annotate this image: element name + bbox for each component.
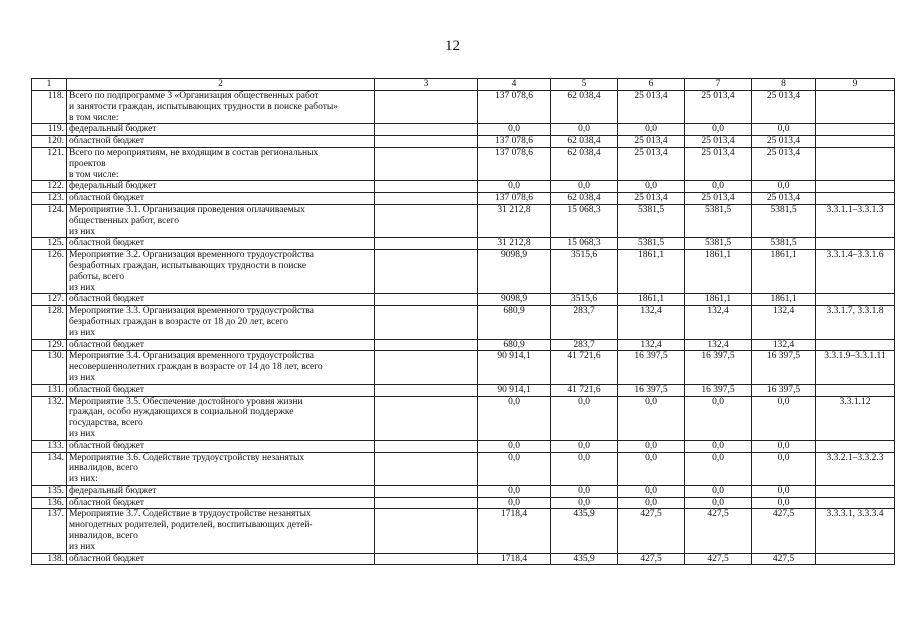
column-6-value: 132,4 <box>618 306 685 339</box>
table-row <box>32 238 895 250</box>
row-number: 126. <box>32 250 67 294</box>
column-8-value: 0,0 <box>752 440 816 452</box>
row-description: областной бюджет <box>67 238 375 250</box>
indicator-code <box>816 136 895 148</box>
column-4-value: 0,0 <box>478 485 551 497</box>
row-description: Мероприятие 3.7. Содействие в трудоустройстве незанятых многодетных родителей, родителей, воспитывающих детей- инвалидов, всего из них <box>67 509 375 553</box>
column-8-value: 0,0 <box>752 396 816 440</box>
indicator-code: 3.3.1.7, 3.3.1.8 <box>816 306 895 339</box>
indicator-code: 3.3.1.9–3.3.1.11 <box>816 351 895 384</box>
column-7-value: 132,4 <box>685 306 752 339</box>
column-8-value: 0,0 <box>752 181 816 193</box>
column-5-value: 0,0 <box>551 124 618 136</box>
indicator-code <box>816 339 895 351</box>
table-body <box>32 91 895 565</box>
table-row <box>32 294 895 306</box>
row-description: Мероприятие 3.2. Организация временного трудоустройства безработных граждан, испытывающих трудности в поиске работы, всего из них <box>67 250 375 294</box>
table-row <box>32 396 895 440</box>
column-7-value: 132,4 <box>685 339 752 351</box>
column-5-value: 0,0 <box>551 440 618 452</box>
column-6-value: 0,0 <box>618 452 685 485</box>
column-7-value: 427,5 <box>685 553 752 565</box>
column-5-value: 283,7 <box>551 306 618 339</box>
indicator-code <box>816 384 895 396</box>
column-7-value: 25 013,4 <box>685 136 752 148</box>
row-number: 128. <box>32 306 67 339</box>
row-number: 130. <box>32 351 67 384</box>
row-number: 138. <box>32 553 67 565</box>
column-4-value: 1718,4 <box>478 553 551 565</box>
column-8-value: 0,0 <box>752 452 816 485</box>
column-6-value: 0,0 <box>618 124 685 136</box>
column-7-value: 427,5 <box>685 509 752 553</box>
row-number: 120. <box>32 136 67 148</box>
column-5-value: 435,9 <box>551 509 618 553</box>
column-header: 8 <box>752 79 816 91</box>
column-8-value: 1861,1 <box>752 250 816 294</box>
page-number: 12 <box>445 38 460 54</box>
header-row <box>32 79 895 91</box>
column-3-cell <box>375 339 478 351</box>
indicator-code <box>816 181 895 193</box>
column-5-value: 62 038,4 <box>551 193 618 205</box>
column-5-value: 0,0 <box>551 452 618 485</box>
column-6-value: 0,0 <box>618 485 685 497</box>
column-4-value: 0,0 <box>478 181 551 193</box>
indicator-code <box>816 124 895 136</box>
column-3-cell <box>375 136 478 148</box>
column-7-value: 25 013,4 <box>685 91 752 124</box>
column-7-value: 25 013,4 <box>685 147 752 180</box>
column-8-value: 0,0 <box>752 124 816 136</box>
row-description: федеральный бюджет <box>67 181 375 193</box>
row-description: областной бюджет <box>67 553 375 565</box>
column-8-value: 427,5 <box>752 553 816 565</box>
column-3-cell <box>375 147 478 180</box>
indicator-code: 3.3.2.1–3.3.2.3 <box>816 452 895 485</box>
column-4-value: 680,9 <box>478 339 551 351</box>
column-3-cell <box>375 181 478 193</box>
column-header: 6 <box>618 79 685 91</box>
column-3-cell <box>375 553 478 565</box>
row-description: Мероприятие 3.3. Организация временного трудоустройства безработных граждан в возрасте от 18 до 20 лет, всего из них <box>67 306 375 339</box>
column-5-value: 3515,6 <box>551 250 618 294</box>
column-4-value: 31 212,8 <box>478 238 551 250</box>
column-6-value: 0,0 <box>618 440 685 452</box>
column-header: 3 <box>375 79 478 91</box>
table-row <box>32 193 895 205</box>
column-8-value: 0,0 <box>752 497 816 509</box>
row-description: Всего по мероприятиям, не входящим в состав региональных проектов в том числе: <box>67 147 375 180</box>
column-3-cell <box>375 485 478 497</box>
column-6-value: 16 397,5 <box>618 351 685 384</box>
column-7-value: 1861,1 <box>685 250 752 294</box>
column-8-value: 16 397,5 <box>752 384 816 396</box>
column-6-value: 1861,1 <box>618 250 685 294</box>
column-7-value: 0,0 <box>685 497 752 509</box>
indicator-code: 3.3.1.12 <box>816 396 895 440</box>
column-6-value: 5381,5 <box>618 204 685 237</box>
column-6-value: 25 013,4 <box>618 136 685 148</box>
row-description: Мероприятие 3.5. Обеспечение достойного уровня жизни граждан, особо нуждающихся в социальной поддержке государства, всего из них <box>67 396 375 440</box>
column-7-value: 0,0 <box>685 440 752 452</box>
column-5-value: 15 068,3 <box>551 204 618 237</box>
row-number: 124. <box>32 204 67 237</box>
table-row <box>32 351 895 384</box>
indicator-code: 3.3.1.1–3.3.1.3 <box>816 204 895 237</box>
row-description: областной бюджет <box>67 294 375 306</box>
column-4-value: 137 078,6 <box>478 91 551 124</box>
column-4-value: 137 078,6 <box>478 147 551 180</box>
column-4-value: 0,0 <box>478 440 551 452</box>
column-3-cell <box>375 384 478 396</box>
column-5-value: 0,0 <box>551 181 618 193</box>
column-4-value: 0,0 <box>478 396 551 440</box>
column-6-value: 5381,5 <box>618 238 685 250</box>
column-4-value: 137 078,6 <box>478 193 551 205</box>
column-8-value: 25 013,4 <box>752 147 816 180</box>
row-number: 133. <box>32 440 67 452</box>
column-4-value: 9098,9 <box>478 294 551 306</box>
table-row <box>32 147 895 180</box>
indicator-code <box>816 294 895 306</box>
row-description: Всего по подпрограмме 3 «Организация общественных работ и занятости граждан, испытывающих трудности в поиске работы» в том числе: <box>67 91 375 124</box>
row-number: 118. <box>32 91 67 124</box>
column-7-value: 5381,5 <box>685 204 752 237</box>
table-row <box>32 509 895 553</box>
column-4-value: 90 914,1 <box>478 384 551 396</box>
column-6-value: 427,5 <box>618 509 685 553</box>
row-description: Мероприятие 3.6. Содействие трудоустройству незанятых инвалидов, всего из них: <box>67 452 375 485</box>
column-8-value: 16 397,5 <box>752 351 816 384</box>
indicator-code <box>816 193 895 205</box>
column-5-value: 435,9 <box>551 553 618 565</box>
table-row <box>32 553 895 565</box>
column-7-value: 0,0 <box>685 124 752 136</box>
column-8-value: 0,0 <box>752 485 816 497</box>
table-row <box>32 384 895 396</box>
column-6-value: 16 397,5 <box>618 384 685 396</box>
column-7-value: 1861,1 <box>685 294 752 306</box>
column-8-value: 5381,5 <box>752 238 816 250</box>
column-3-cell <box>375 294 478 306</box>
column-4-value: 137 078,6 <box>478 136 551 148</box>
column-8-value: 132,4 <box>752 339 816 351</box>
column-5-value: 3515,6 <box>551 294 618 306</box>
column-5-value: 62 038,4 <box>551 147 618 180</box>
row-description: Мероприятие 3.4. Организация временного трудоустройства несовершеннолетних граждан в возрасте от 14 до 18 лет, всего из них <box>67 351 375 384</box>
row-description: областной бюджет <box>67 339 375 351</box>
column-8-value: 25 013,4 <box>752 91 816 124</box>
row-description: областной бюджет <box>67 440 375 452</box>
table-row <box>32 452 895 485</box>
column-8-value: 1861,1 <box>752 294 816 306</box>
column-3-cell <box>375 306 478 339</box>
column-header: 5 <box>551 79 618 91</box>
column-header: 4 <box>478 79 551 91</box>
column-7-value: 25 013,4 <box>685 193 752 205</box>
column-5-value: 41 721,6 <box>551 351 618 384</box>
indicator-code <box>816 238 895 250</box>
table-row <box>32 339 895 351</box>
table-row <box>32 497 895 509</box>
column-7-value: 16 397,5 <box>685 351 752 384</box>
column-5-value: 283,7 <box>551 339 618 351</box>
column-4-value: 0,0 <box>478 452 551 485</box>
indicator-code <box>816 91 895 124</box>
column-4-value: 0,0 <box>478 497 551 509</box>
column-8-value: 25 013,4 <box>752 136 816 148</box>
column-6-value: 25 013,4 <box>618 193 685 205</box>
column-4-value: 0,0 <box>478 124 551 136</box>
column-5-value: 0,0 <box>551 396 618 440</box>
indicator-code <box>816 485 895 497</box>
indicator-code <box>816 553 895 565</box>
table-row <box>32 485 895 497</box>
column-8-value: 25 013,4 <box>752 193 816 205</box>
column-3-cell <box>375 351 478 384</box>
indicator-code <box>816 497 895 509</box>
column-7-value: 0,0 <box>685 452 752 485</box>
indicator-code: 3.3.1.4–3.3.1.6 <box>816 250 895 294</box>
row-number: 129. <box>32 339 67 351</box>
table-row <box>32 306 895 339</box>
column-header: 9 <box>816 79 895 91</box>
row-description: областной бюджет <box>67 384 375 396</box>
column-6-value: 1861,1 <box>618 294 685 306</box>
column-4-value: 90 914,1 <box>478 351 551 384</box>
column-8-value: 427,5 <box>752 509 816 553</box>
column-6-value: 132,4 <box>618 339 685 351</box>
column-7-value: 0,0 <box>685 485 752 497</box>
column-8-value: 132,4 <box>752 306 816 339</box>
column-5-value: 41 721,6 <box>551 384 618 396</box>
column-7-value: 16 397,5 <box>685 384 752 396</box>
table-row <box>32 181 895 193</box>
table-row <box>32 136 895 148</box>
column-5-value: 62 038,4 <box>551 136 618 148</box>
indicator-code <box>816 440 895 452</box>
column-8-value: 5381,5 <box>752 204 816 237</box>
column-4-value: 31 212,8 <box>478 204 551 237</box>
row-description: областной бюджет <box>67 497 375 509</box>
row-number: 123. <box>32 193 67 205</box>
column-7-value: 0,0 <box>685 396 752 440</box>
column-3-cell <box>375 497 478 509</box>
table-row <box>32 204 895 237</box>
column-header: 2 <box>67 79 375 91</box>
column-4-value: 680,9 <box>478 306 551 339</box>
row-description: областной бюджет <box>67 136 375 148</box>
row-number: 137. <box>32 509 67 553</box>
row-number: 127. <box>32 294 67 306</box>
row-number: 119. <box>32 124 67 136</box>
indicator-code: 3.3.3.1, 3.3.3.4 <box>816 509 895 553</box>
column-5-value: 0,0 <box>551 485 618 497</box>
column-3-cell <box>375 193 478 205</box>
indicator-code <box>816 147 895 180</box>
column-6-value: 25 013,4 <box>618 147 685 180</box>
column-3-cell <box>375 250 478 294</box>
row-number: 132. <box>32 396 67 440</box>
column-3-cell <box>375 124 478 136</box>
column-4-value: 9098,9 <box>478 250 551 294</box>
row-number: 134. <box>32 452 67 485</box>
table-row <box>32 440 895 452</box>
row-description: федеральный бюджет <box>67 485 375 497</box>
column-3-cell <box>375 440 478 452</box>
column-3-cell <box>375 509 478 553</box>
row-number: 131. <box>32 384 67 396</box>
column-7-value: 0,0 <box>685 181 752 193</box>
row-number: 125. <box>32 238 67 250</box>
table-row <box>32 91 895 124</box>
column-6-value: 0,0 <box>618 181 685 193</box>
row-number: 121. <box>32 147 67 180</box>
column-header: 7 <box>685 79 752 91</box>
column-6-value: 0,0 <box>618 497 685 509</box>
column-3-cell <box>375 91 478 124</box>
column-header: 1 <box>32 79 67 91</box>
column-6-value: 0,0 <box>618 396 685 440</box>
row-description: федеральный бюджет <box>67 124 375 136</box>
column-5-value: 15 068,3 <box>551 238 618 250</box>
column-3-cell <box>375 238 478 250</box>
table-row <box>32 250 895 294</box>
budget-table <box>31 78 895 565</box>
row-description: Мероприятие 3.1. Организация проведения оплачиваемых общественных работ, всего из них <box>67 204 375 237</box>
row-number: 136. <box>32 497 67 509</box>
table-row <box>32 124 895 136</box>
column-7-value: 5381,5 <box>685 238 752 250</box>
column-6-value: 427,5 <box>618 553 685 565</box>
column-6-value: 25 013,4 <box>618 91 685 124</box>
row-number: 135. <box>32 485 67 497</box>
row-number: 122. <box>32 181 67 193</box>
column-5-value: 0,0 <box>551 497 618 509</box>
column-3-cell <box>375 396 478 440</box>
column-5-value: 62 038,4 <box>551 91 618 124</box>
row-description: областной бюджет <box>67 193 375 205</box>
column-3-cell <box>375 204 478 237</box>
column-3-cell <box>375 452 478 485</box>
column-4-value: 1718,4 <box>478 509 551 553</box>
